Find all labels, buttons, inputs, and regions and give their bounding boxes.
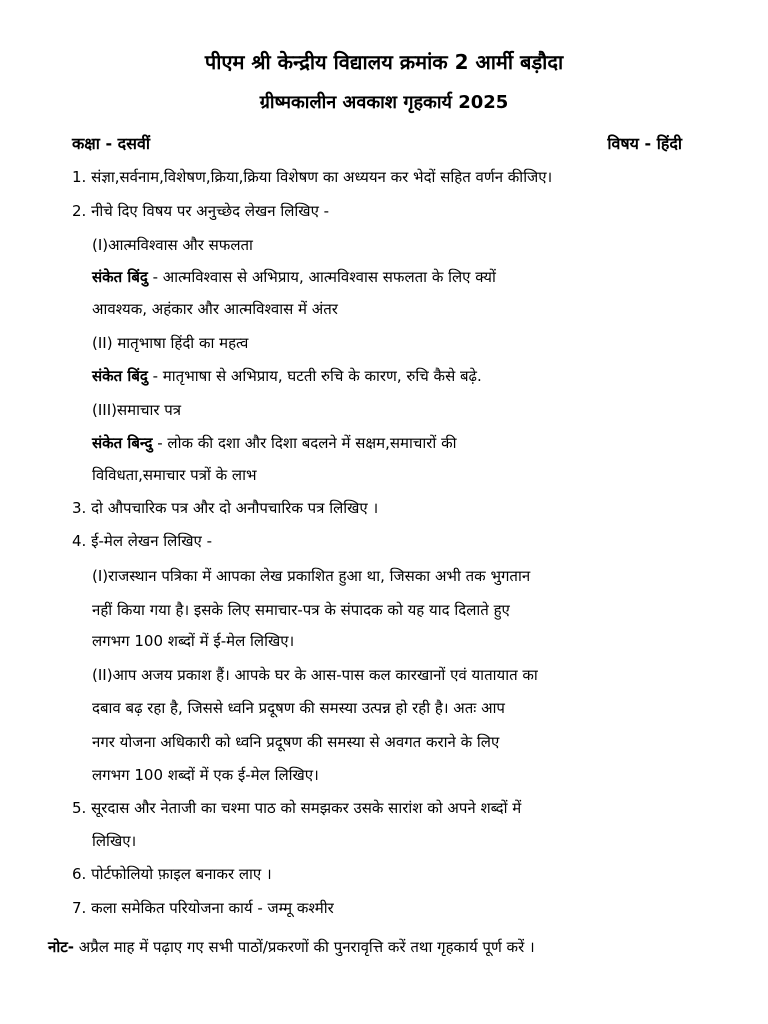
note-text: अप्रैल माह में पढ़ाए गए सभी पाठों/प्रकरणों की पुनरावृत्ति करें तथा गृहकार्य पूर्ण करें । [74, 938, 535, 956]
question-5: 5. सूरदास और नेताजी का चश्मा पाठ को समझकर उसके सारांश को अपने शब्दों में [72, 799, 522, 817]
q4-part-1-line-3: लगभग 100 शब्दों में ई-मेल लिखिए। [92, 632, 295, 650]
question-6: 6. पोर्टफोलियो फ़ाइल बनाकर लाए । [72, 865, 272, 883]
q4-part-1-line-1: (I)राजस्थान पत्रिका में आपका लेख प्रकाशित हुआ था, जिसका अभी तक भुगतान [92, 567, 531, 585]
hint-label: संकेत बिंदु [92, 367, 148, 385]
q2-topic-2: (II) मातृभाषा हिंदी का महत्व [92, 334, 249, 352]
subject-label: विषय - हिंदी [607, 134, 682, 153]
question-1: 1. संज्ञा,सर्वनाम,विशेषण,क्रिया,क्रिया विशेषण का अध्ययन कर भेदों सहित वर्णन कीजिए। [72, 168, 553, 186]
q2-hint-3 [92, 433, 456, 453]
hint-label: संकेत बिन्दु [92, 434, 153, 452]
question-7: 7. कला समेकित परियोजना कार्य - जम्मू कश्मीर [72, 899, 334, 917]
question-4: 4. ई-मेल लेखन लिखिए - [72, 532, 212, 550]
q2-hint-1-continued: आवश्यक, अहंकार और आत्मविश्वास में अंतर [92, 300, 338, 318]
q2-hint-3-continued: विविधता,समाचार पत्रों के लाभ [92, 466, 257, 484]
school-name: पीएम श्री केन्द्रीय विद्यालय क्रमांक 2 आर्मी बड़ौदा [204, 50, 564, 74]
note-label: नोट- [48, 938, 74, 956]
question-3: 3. दो औपचारिक पत्र और दो अनौपचारिक पत्र लिखिए । [72, 499, 379, 517]
hint-text: - मातृभाषा से अभिप्राय, घटती रुचि के कारण, रुचि कैसे बढ़े. [147, 367, 482, 385]
question-5-continued: लिखिए। [92, 832, 137, 850]
hint-label: संकेत बिंदु [92, 268, 148, 286]
note [48, 937, 535, 957]
q4-part-2-line-1: (II)आप अजय प्रकाश हैं। आपके घर के आस-पास कल कारखानों एवं यातायात का [92, 666, 538, 684]
q2-hint-1 [92, 267, 496, 287]
q4-part-2-line-4: लगभग 100 शब्दों में एक ई-मेल लिखिए। [92, 766, 319, 784]
hint-text: - आत्मविश्वास से अभिप्राय, आत्मविश्वास सफलता के लिए क्यों [147, 268, 496, 286]
page-title: ग्रीष्मकालीन अवकाश गृहकार्य 2025 [259, 92, 509, 113]
q2-topic-3: (III)समाचार पत्र [92, 401, 182, 419]
q2-topic-1: (I)आत्मविश्वास और सफलता [92, 236, 253, 254]
class-label: कक्षा - दसवीं [72, 134, 151, 153]
q2-hint-2 [92, 366, 482, 386]
q4-part-2-line-3: नगर योजना अधिकारी को ध्वनि प्रदूषण की समस्या से अवगत कराने के लिए [92, 733, 500, 751]
question-2: 2. नीचे दिए विषय पर अनुच्छेद लेखन लिखिए - [72, 202, 330, 220]
q4-part-2-line-2: दबाव बढ़ रहा है, जिससे ध्वनि प्रदूषण की समस्या उत्पन्न हो रही है। अतः आप [92, 699, 505, 717]
q4-part-1-line-2: नहीं किया गया है। इसके लिए समाचार-पत्र के संपादक को यह याद दिलाते हुए [92, 601, 510, 619]
hint-text: - लोक की दशा और दिशा बदलने में सक्षम,समाचारों की [152, 434, 457, 452]
